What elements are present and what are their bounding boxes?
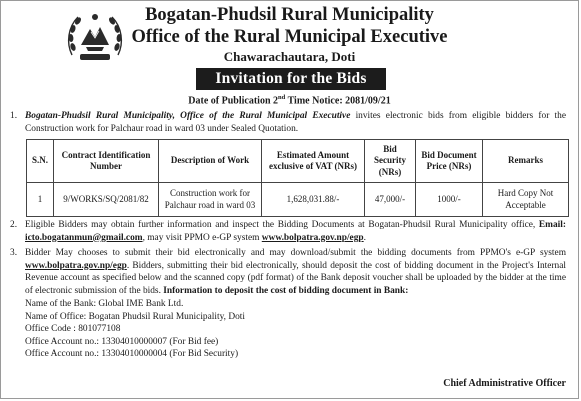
office-name-line: Name of Office: Bogatan Phudsil Rural Municipality, Doti bbox=[25, 311, 246, 322]
publication-date: Date of Publication 2nd Time Notice: 2081/09/21 bbox=[188, 94, 391, 107]
paragraph-1: 1. Bogatan-Phudsil Rural Municipality, Office of the Rural Municipal Executive invites electronic bids from eligible bidders for the Construction work for Palchaur road in ward 03 under Sealed Quotation. bbox=[10, 111, 566, 134]
account-bid-fee: Office Account no.: 13304010000007 (For Bid fee) bbox=[25, 336, 219, 347]
bid-details-table bbox=[26, 139, 569, 217]
table-row bbox=[27, 183, 569, 217]
office-code: Office Code : 801077108 bbox=[25, 324, 121, 335]
egp-link-2[interactable]: www.bolpatra.gov.np/egp bbox=[25, 260, 127, 271]
table-header-row bbox=[27, 140, 569, 183]
col-header-bid-security: Bid Security (NRs) bbox=[365, 140, 416, 183]
office-address: Chawarachautara, Doti bbox=[223, 49, 356, 64]
col-header-remarks: Remarks bbox=[483, 140, 569, 183]
paragraph-2: 2. Eligible Bidders may obtain further information and inspect the Bidding Documents at Bogatan-Phudsil Rural Municipality office, Email: icto.bogatanmun@gmail.com, may visit PPMO e-GP system www.bolpatra.gov.np/egp. bbox=[10, 220, 566, 243]
cell-remarks: Hard Copy Not Acceptable bbox=[483, 183, 569, 217]
col-header-bid-document-price: Bid Document Price (NRs) bbox=[416, 140, 483, 183]
paragraph-3: 3. Bidder May chooses to submit their bid electronically and may download/submit the bidding documents from PPMO's e-GP system www.bolpatra.gov.np/egp. Bidders, submitting their bid electronically, should deposit the cost of bidding document in the Project's Internal Revenue account as specified below and the scanned copy (pdf format) of the Bank deposit voucher shall be uploaded by the bidder at the time of electronic submission of the bids. Information to deposit the cost of bidding document in Bank: bbox=[10, 248, 566, 296]
col-header-contract-id: Contract Identification Number bbox=[54, 140, 159, 183]
cell-bid-security: 47,000/- bbox=[365, 183, 416, 217]
cell-sn: 1 bbox=[27, 183, 54, 217]
cell-bid-document-price: 1000/- bbox=[416, 183, 483, 217]
col-header-sn: S.N. bbox=[27, 140, 54, 183]
col-header-description: Description of Work bbox=[159, 140, 262, 183]
bank-info bbox=[25, 298, 245, 361]
notice-title-banner: Invitation for the Bids bbox=[196, 68, 386, 90]
egp-link[interactable]: www.bolpatra.gov.np/egp bbox=[261, 232, 364, 243]
municipality-name: Bogatan-Phudsil Rural Municipality bbox=[145, 5, 434, 25]
account-bid-security: Office Account no.: 13304010000004 (For Bid Security) bbox=[25, 349, 239, 360]
cell-description: Construction work for Palchaur road in ward 03 bbox=[159, 183, 262, 217]
signatory-title: Chief Administrative Officer bbox=[443, 378, 566, 389]
bank-name: Name of the Bank: Global IME Bank Ltd. bbox=[25, 299, 184, 309]
office-name: Office of the Rural Municipal Executive bbox=[131, 27, 448, 47]
email-link[interactable]: icto.bogatanmun@gmail.com bbox=[25, 232, 143, 243]
cell-estimated-amount: 1,628,031.88/- bbox=[262, 183, 365, 217]
cell-contract-id: 9/WORKS/SQ/2081/82 bbox=[54, 183, 159, 217]
col-header-estimated-amount: Estimated Amount exclusive of VAT (NRs) bbox=[262, 140, 365, 183]
